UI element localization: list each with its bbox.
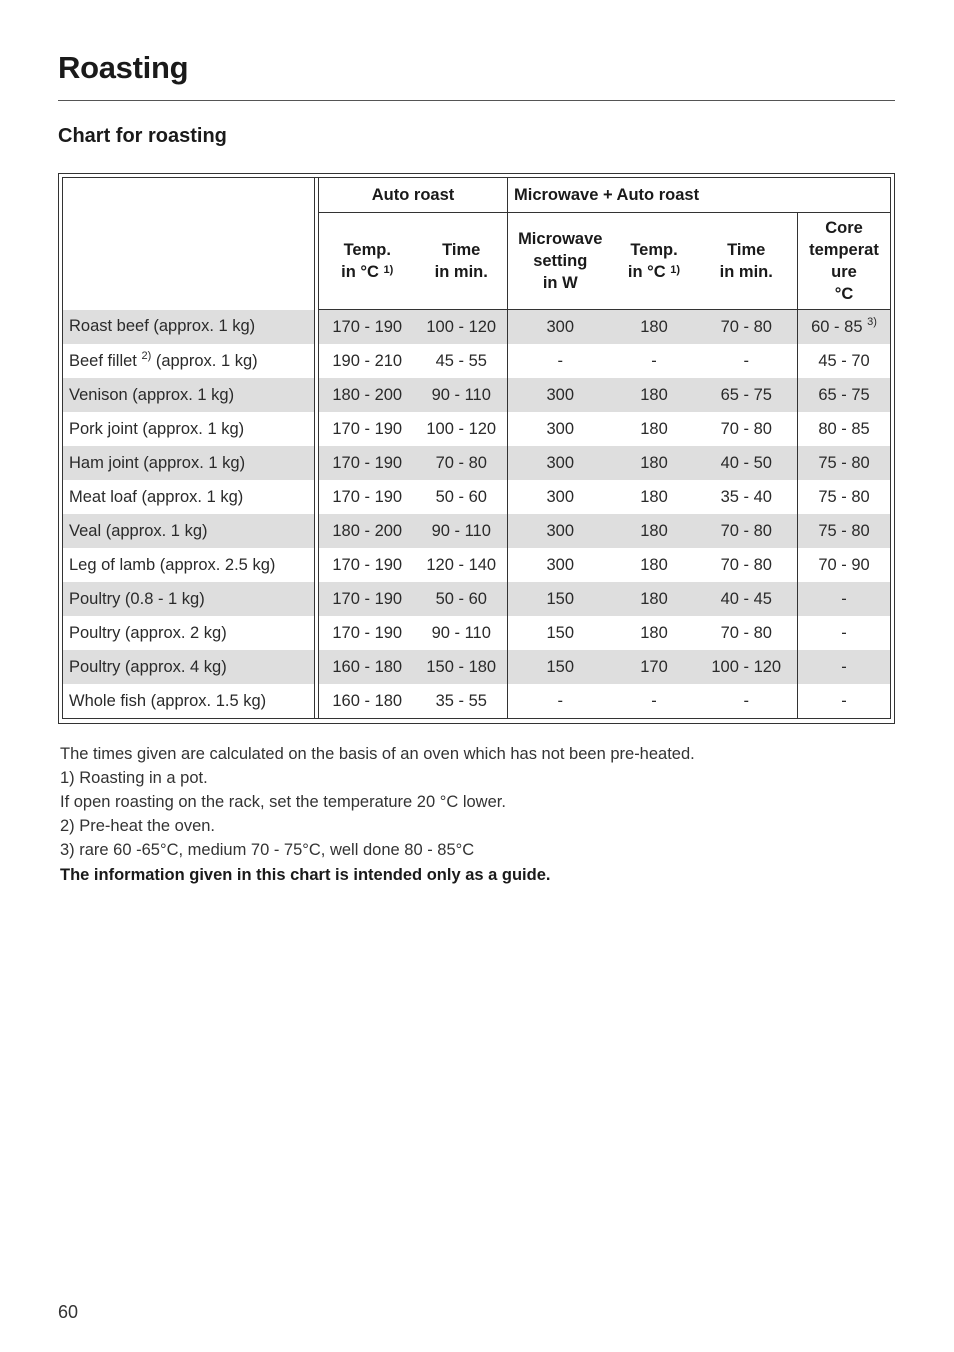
mw-time-cell: 100 - 120 <box>696 650 798 684</box>
auto-time-cell: 50 - 60 <box>416 582 508 616</box>
food-cell <box>63 650 315 684</box>
food-cell <box>63 684 315 719</box>
core-temp-value: 70 - 90 <box>818 555 870 574</box>
auto-time-header-label: Time in min. <box>434 241 488 281</box>
auto-temp-cell: 190 - 210 <box>319 344 416 378</box>
mw-setting-cell: 300 <box>508 480 613 514</box>
auto-time-cell: 50 - 60 <box>435 487 487 506</box>
chart-notes <box>60 742 900 887</box>
auto-time-cell: 120 - 140 <box>426 555 497 574</box>
auto-time-cell: 150 - 180 <box>416 650 508 684</box>
mw-time-header-label: Time in min. <box>719 241 773 281</box>
notes-intro: The times given are calculated on the basis of an oven which has not been pre-heated. <box>60 745 695 763</box>
food-name: Ham joint (approx. 1 kg) <box>69 453 246 472</box>
food-name: Roast beef (approx. 1 kg) <box>69 317 256 336</box>
auto-time-cell: 45 - 55 <box>435 351 487 370</box>
food-cell <box>63 548 315 582</box>
auto-temp-cell: 170 - 190 <box>319 548 416 582</box>
auto-temp-cell: 170 - 190 <box>319 446 416 480</box>
food-cell <box>63 582 315 616</box>
food-cell <box>63 446 315 480</box>
mw-time-cell: 70 - 80 <box>720 419 772 438</box>
mw-setting-cell: 300 <box>508 514 613 548</box>
table-row <box>63 480 891 514</box>
mw-temp-cell: - <box>613 684 696 719</box>
mw-time-cell: 40 - 45 <box>696 582 798 616</box>
core-temp-cell <box>798 310 891 345</box>
mw-time-cell: 70 - 80 <box>720 623 772 642</box>
auto-temp-cell: 180 - 200 <box>319 514 416 548</box>
table-row <box>63 412 891 446</box>
mw-temp-cell: 180 <box>613 378 696 412</box>
table-row <box>63 684 891 719</box>
core-temp-header <box>798 213 891 310</box>
core-temp-cell <box>798 514 891 548</box>
mw-temp-footnote: 1) <box>670 264 681 276</box>
header-blank-cell <box>63 178 315 310</box>
auto-time-cell: 35 - 55 <box>416 684 508 719</box>
mw-time-cell: 65 - 75 <box>696 378 798 412</box>
auto-time-cell: 70 - 80 <box>416 446 508 480</box>
auto-time-cell: 100 - 120 <box>426 419 497 438</box>
core-temp-value: 75 - 80 <box>818 521 870 540</box>
mw-time-cell: 35 - 40 <box>720 487 772 506</box>
footnote-2: 2) Pre-heat the oven. <box>60 817 216 835</box>
auto-temp-cell: 180 - 200 <box>319 378 416 412</box>
mw-setting-cell: 300 <box>508 310 613 345</box>
food-footnote: 2) <box>141 349 152 362</box>
food-name: Leg of lamb (approx. 2.5 kg) <box>69 555 276 574</box>
food-name: Poultry (approx. 2 kg) <box>69 623 227 642</box>
mw-setting-cell: 300 <box>508 446 613 480</box>
microwave-group-header: Microwave + Auto roast <box>508 178 891 213</box>
mw-setting-cell: 150 <box>508 650 613 684</box>
mw-time-header <box>696 213 798 310</box>
food-cell <box>63 412 315 446</box>
table-row <box>63 548 891 582</box>
auto-temp-cell: 170 - 190 <box>319 616 416 650</box>
mw-setting-cell: - <box>508 684 613 719</box>
mw-temp-cell: - <box>651 351 657 370</box>
core-temp-cell <box>798 582 891 616</box>
auto-roast-group-header: Auto roast <box>319 178 508 213</box>
table-row <box>63 514 891 548</box>
core-temp-value: 65 - 75 <box>818 385 870 404</box>
core-temp-cell <box>798 378 891 412</box>
mw-temp-cell: 180 <box>640 623 668 642</box>
mw-time-cell: 40 - 50 <box>696 446 798 480</box>
auto-time-cell: 90 - 110 <box>431 623 491 642</box>
core-temp-value: 75 - 80 <box>818 453 870 472</box>
core-temp-footnote: 3) <box>867 315 877 328</box>
core-temp-cell <box>798 684 891 719</box>
mw-time-cell: 70 - 80 <box>696 514 798 548</box>
mw-setting-header-label: Microwave setting in W <box>518 230 603 292</box>
table-row <box>63 378 891 412</box>
page-number: 60 <box>58 1302 79 1322</box>
core-temp-cell <box>798 446 891 480</box>
food-name: Meat loaf (approx. 1 kg) <box>69 487 244 506</box>
auto-time-cell: 90 - 110 <box>416 378 508 412</box>
food-cell <box>63 480 315 514</box>
footnote-1: 1) Roasting in a pot. <box>60 769 208 787</box>
food-name: Veal (approx. 1 kg) <box>69 521 208 540</box>
table-row <box>63 344 891 378</box>
mw-time-cell: 70 - 80 <box>720 555 772 574</box>
auto-time-cell: 90 - 110 <box>416 514 508 548</box>
food-name-weight: (approx. 1 kg) <box>151 351 258 370</box>
auto-temp-cell: 160 - 180 <box>319 684 416 719</box>
auto-temp-footnote: 1) <box>383 264 394 276</box>
auto-temp-header-label: Temp. in °C <box>341 241 391 281</box>
footnote-1-continued: If open roasting on the rack, set the temperature 20 °C lower. <box>60 793 506 811</box>
food-cell <box>63 310 315 345</box>
core-temp-value: 45 - 70 <box>818 351 870 370</box>
core-temp-value: - <box>841 623 847 642</box>
food-cell <box>63 344 315 378</box>
table-row <box>63 446 891 480</box>
auto-temp-cell: 170 - 190 <box>319 412 416 446</box>
food-name: Beef fillet <box>69 351 137 370</box>
mw-temp-cell: 180 <box>640 487 668 506</box>
core-temp-value: 60 - 85 <box>811 317 863 336</box>
food-name: Pork joint (approx. 1 kg) <box>69 419 245 438</box>
core-temp-value: 75 - 80 <box>818 487 870 506</box>
food-name: Poultry (approx. 4 kg) <box>69 657 227 676</box>
mw-setting-cell: 300 <box>508 378 613 412</box>
core-temp-cell <box>798 650 891 684</box>
core-temp-value: 80 - 85 <box>818 419 870 438</box>
mw-setting-cell: 300 <box>508 412 613 446</box>
roasting-table <box>62 177 891 719</box>
auto-temp-cell: 170 - 190 <box>319 310 416 345</box>
core-temp-value: - <box>841 589 847 608</box>
core-temp-value: - <box>841 657 847 676</box>
mw-temp-cell: 180 <box>640 555 668 574</box>
mw-setting-cell: 150 <box>508 582 613 616</box>
food-name: Venison (approx. 1 kg) <box>69 385 235 404</box>
core-temp-value: - <box>841 691 847 710</box>
core-temp-cell <box>798 412 891 446</box>
section-title: Chart for roasting <box>58 125 227 147</box>
mw-time-cell: - <box>696 684 798 719</box>
core-temp-cell <box>798 548 891 582</box>
core-temp-cell <box>798 616 891 650</box>
auto-temp-header <box>319 213 416 310</box>
mw-time-cell: 70 - 80 <box>696 310 798 345</box>
core-temp-cell <box>798 480 891 514</box>
table-row <box>63 582 891 616</box>
mw-temp-header <box>613 213 696 310</box>
mw-temp-cell: 180 <box>613 514 696 548</box>
title-divider <box>58 100 895 101</box>
page-title: Roasting <box>58 50 189 85</box>
auto-temp-cell: 160 - 180 <box>319 650 416 684</box>
auto-time-header <box>416 213 508 310</box>
mw-temp-cell: 180 <box>613 446 696 480</box>
mw-temp-cell: 180 <box>640 419 668 438</box>
food-name: Poultry (0.8 - 1 kg) <box>69 589 205 608</box>
auto-temp-cell: 170 - 190 <box>319 582 416 616</box>
core-temp-cell <box>798 344 891 378</box>
mw-temp-cell: 170 <box>613 650 696 684</box>
auto-time-cell: 100 - 120 <box>416 310 508 345</box>
roasting-chart <box>58 173 895 724</box>
mw-setting-cell: - <box>508 344 613 378</box>
food-cell <box>63 616 315 650</box>
mw-setting-cell: 150 <box>508 616 613 650</box>
food-name: Whole fish (approx. 1.5 kg) <box>69 691 267 710</box>
mw-setting-cell: 300 <box>508 548 613 582</box>
mw-temp-cell: 180 <box>613 582 696 616</box>
table-row <box>63 310 891 345</box>
food-cell <box>63 514 315 548</box>
auto-temp-cell: 170 - 190 <box>319 480 416 514</box>
mw-setting-header <box>508 213 613 310</box>
mw-temp-header-label: Temp. in °C <box>627 241 678 281</box>
table-body <box>63 310 891 719</box>
footnote-3: 3) rare 60 -65°C, medium 70 - 75°C, well done 80 - 85°C <box>60 841 475 859</box>
guide-disclaimer: The information given in this chart is intended only as a guide. <box>60 866 551 884</box>
core-temp-header-label: Core temperat ure °C <box>809 219 879 303</box>
mw-temp-cell: 180 <box>613 310 696 345</box>
table-row <box>63 616 891 650</box>
food-cell <box>63 378 315 412</box>
table-row <box>63 650 891 684</box>
mw-time-cell: - <box>743 351 749 370</box>
